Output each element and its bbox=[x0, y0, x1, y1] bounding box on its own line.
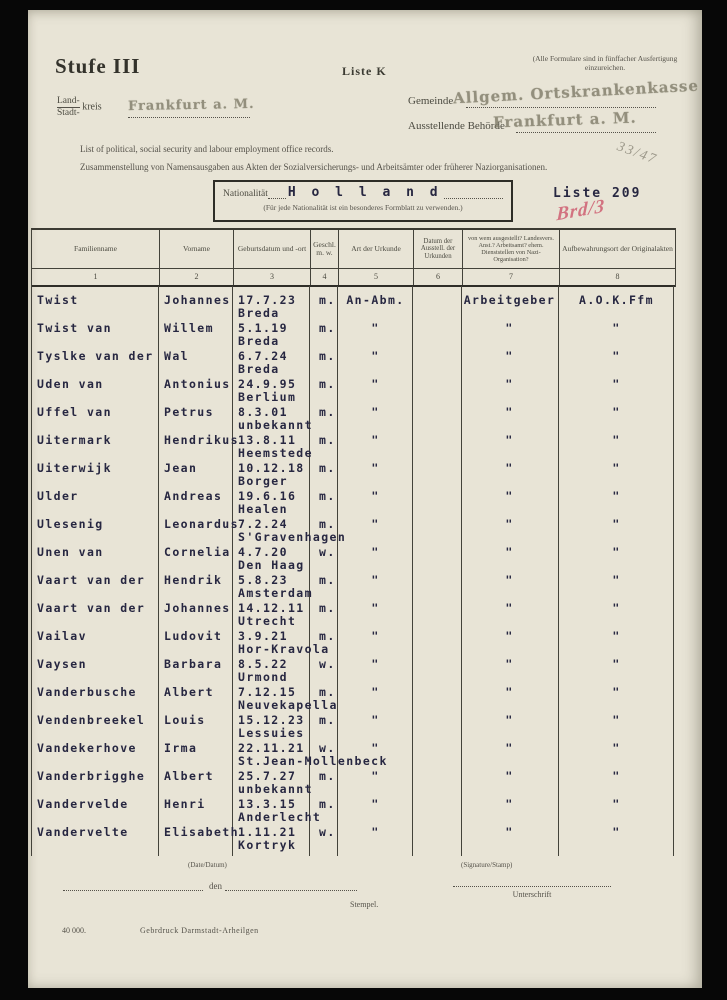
table-column-number bbox=[339, 269, 414, 285]
description-english: List of political, social security and labour employment office records. bbox=[80, 144, 334, 154]
cell-geburtsort: Berlium bbox=[238, 390, 297, 404]
document-page bbox=[28, 10, 702, 988]
cell-art-der-urkunde: " bbox=[371, 461, 380, 475]
cell-geburtsort: Utrecht bbox=[238, 614, 297, 628]
cell-art-der-urkunde: " bbox=[371, 433, 380, 447]
cell-vorname: Willem bbox=[164, 321, 214, 335]
den-label: den bbox=[209, 881, 222, 891]
cell-aufbewahrungsort: " bbox=[612, 741, 621, 755]
table-row bbox=[31, 320, 674, 348]
table-column-number bbox=[32, 269, 160, 285]
cell-geburtsdatum: 7.12.15 bbox=[238, 685, 297, 699]
table-row bbox=[31, 404, 674, 432]
cell-vorname: Leonardus bbox=[164, 517, 239, 531]
cell-geschlecht: m. bbox=[319, 349, 336, 363]
cell-geburtsort: Anderlecht bbox=[238, 810, 322, 824]
table-row bbox=[31, 292, 674, 320]
cell-art-der-urkunde: " bbox=[371, 713, 380, 727]
table-column-number bbox=[560, 269, 675, 285]
cell-aufbewahrungsort: " bbox=[612, 461, 621, 475]
gemeinde-label: Gemeinde bbox=[408, 95, 454, 107]
kreis-stamp: Frankfurt a. M. bbox=[127, 96, 255, 115]
cell-ausgestellt-von: " bbox=[505, 825, 514, 839]
gemeinde-stamp: Allgem. Ortskrankenkasse bbox=[452, 76, 700, 108]
column-label: Geschl. m. w. bbox=[313, 239, 336, 257]
column-label: Vorname bbox=[183, 243, 210, 253]
cell-ausgestellt-von: " bbox=[505, 517, 514, 531]
table-row bbox=[31, 684, 674, 712]
cell-familienname: Ulder bbox=[37, 489, 79, 503]
column-number-label: 4 bbox=[322, 272, 327, 281]
cell-art-der-urkunde: " bbox=[371, 797, 380, 811]
cell-art-der-urkunde: " bbox=[371, 377, 380, 391]
cell-geschlecht: w. bbox=[319, 741, 336, 755]
cell-geburtsdatum: 25.7.27 bbox=[238, 769, 297, 783]
column-label: Geburtsdatum und -ort bbox=[237, 243, 307, 253]
cell-ausgestellt-von: " bbox=[505, 545, 514, 559]
cell-geschlecht: m. bbox=[319, 797, 336, 811]
table-column-header bbox=[311, 230, 339, 268]
cell-familienname: Uffel van bbox=[37, 405, 112, 419]
cell-vorname: Petrus bbox=[164, 405, 214, 419]
cell-familienname: Uden van bbox=[37, 377, 104, 391]
cell-art-der-urkunde: " bbox=[371, 545, 380, 559]
cell-art-der-urkunde: " bbox=[371, 657, 380, 671]
cell-familienname: Ulesenig bbox=[37, 517, 104, 531]
nationality-value: H o l l a n d bbox=[287, 185, 442, 200]
cell-art-der-urkunde: " bbox=[371, 517, 380, 531]
column-label: Art der Urkunde bbox=[351, 243, 401, 253]
table-row bbox=[31, 768, 674, 796]
cell-geburtsdatum: 13.8.11 bbox=[238, 433, 297, 447]
column-number-label: 6 bbox=[436, 272, 440, 281]
stempel-label: Stempel. bbox=[350, 900, 379, 909]
nationality-dots-left bbox=[268, 187, 286, 199]
cell-geschlecht: m. bbox=[319, 629, 336, 643]
nationality-row bbox=[223, 186, 503, 199]
form-stage-title: Stufe III bbox=[55, 54, 141, 78]
cell-aufbewahrungsort: " bbox=[612, 517, 621, 531]
cell-geschlecht: m. bbox=[319, 769, 336, 783]
cell-geburtsdatum: 1.11.21 bbox=[238, 825, 297, 839]
cell-geburtsdatum: 4.7.20 bbox=[238, 545, 288, 559]
table-column-header bbox=[560, 230, 675, 268]
nationality-dots-right bbox=[444, 187, 503, 199]
cell-geburtsdatum: 24.9.95 bbox=[238, 377, 297, 391]
form-list-title: Liste K bbox=[342, 64, 387, 78]
table-row bbox=[31, 348, 674, 376]
cell-geburtsort: Neuvekapella bbox=[238, 698, 338, 712]
cell-ausgestellt-von: Arbeitgeber bbox=[463, 293, 556, 307]
cell-art-der-urkunde: " bbox=[371, 629, 380, 643]
cell-ausgestellt-von: " bbox=[505, 797, 514, 811]
cell-art-der-urkunde: " bbox=[371, 741, 380, 755]
column-number-label: 3 bbox=[270, 272, 274, 281]
cell-geburtsort: Hor-Kravola bbox=[238, 642, 330, 656]
cell-geburtsdatum: 7.2.24 bbox=[238, 517, 288, 531]
cell-aufbewahrungsort: " bbox=[612, 769, 621, 783]
cell-vorname: Albert bbox=[164, 685, 214, 699]
cell-art-der-urkunde: " bbox=[371, 685, 380, 699]
cell-geburtsdatum: 5.1.19 bbox=[238, 321, 288, 335]
cell-art-der-urkunde: " bbox=[371, 405, 380, 419]
cell-geschlecht: m. bbox=[319, 433, 336, 447]
cell-geburtsdatum: 15.12.23 bbox=[238, 713, 305, 727]
stadt-label: Stadt- bbox=[57, 108, 80, 118]
table-row bbox=[31, 600, 674, 628]
cell-vorname: Louis bbox=[164, 713, 206, 727]
table-row bbox=[31, 824, 674, 852]
column-label: Datum der Ausstell. der Urkunden bbox=[420, 237, 456, 260]
cell-familienname: Uitermark bbox=[37, 433, 112, 447]
land-stadt-fraction bbox=[57, 96, 80, 118]
cell-geburtsort: Kortryk bbox=[238, 838, 297, 852]
cell-aufbewahrungsort: A.O.K.Ffm bbox=[579, 293, 654, 307]
column-number-label: 5 bbox=[374, 272, 378, 281]
nationality-note: (Für jede Nationalität ist ein besonderes Formblatt zu verwenden.) bbox=[263, 203, 463, 212]
cell-vorname: Wal bbox=[164, 349, 189, 363]
table-column-number bbox=[234, 269, 311, 285]
description-german: Zusammenstellung von Namensausgaben aus Akten der Sozialversicherungs- und Arbeitsämter oder früherer Naziorganisationen. bbox=[80, 162, 548, 172]
cell-art-der-urkunde: " bbox=[371, 349, 380, 363]
copies-note: (Alle Formulare sind in fünffacher Ausfertigung einzureichen. bbox=[532, 54, 678, 72]
cell-familienname: Tyslke van der bbox=[37, 349, 154, 363]
cell-vorname: Johannes bbox=[164, 293, 231, 307]
table-column-header bbox=[160, 230, 234, 268]
cell-geschlecht: w. bbox=[319, 657, 336, 671]
cell-geburtsort: unbekannt bbox=[238, 782, 313, 796]
table-row bbox=[31, 432, 674, 460]
date-dotted-line-right bbox=[225, 878, 357, 891]
cell-ausgestellt-von: " bbox=[505, 489, 514, 503]
cell-geschlecht: m. bbox=[319, 377, 336, 391]
cell-ausgestellt-von: " bbox=[505, 741, 514, 755]
cell-aufbewahrungsort: " bbox=[612, 321, 621, 335]
cell-geburtsdatum: 19.6.16 bbox=[238, 489, 297, 503]
cell-geburtsort: unbekannt bbox=[238, 418, 313, 432]
date-caption: (Date/Datum) bbox=[188, 861, 227, 869]
table-header-labels bbox=[32, 230, 675, 269]
cell-vorname: Henri bbox=[164, 797, 206, 811]
cell-vorname: Irma bbox=[164, 741, 198, 755]
cell-aufbewahrungsort: " bbox=[612, 349, 621, 363]
cell-vorname: Antonius bbox=[164, 377, 231, 391]
table-column-number bbox=[463, 269, 560, 285]
table-column-header bbox=[463, 230, 560, 268]
table-column-number bbox=[414, 269, 463, 285]
cell-geburtsort: St.Jean-Mollenbeck bbox=[238, 754, 388, 768]
cell-geburtsort: Breda bbox=[238, 306, 280, 320]
cell-geburtsort: Urmond bbox=[238, 670, 288, 684]
cell-geburtsdatum: 22.11.21 bbox=[238, 741, 305, 755]
table-rows bbox=[31, 292, 674, 852]
cell-vorname: Cornelia bbox=[164, 545, 231, 559]
cell-ausgestellt-von: " bbox=[505, 461, 514, 475]
table-column-header bbox=[32, 230, 160, 268]
signature-dotted-line bbox=[453, 874, 611, 887]
behoerde-label: Ausstellende Behörde bbox=[408, 120, 505, 132]
table-column-number bbox=[311, 269, 339, 285]
cell-geburtsort: Borger bbox=[238, 474, 288, 488]
table-row bbox=[31, 712, 674, 740]
table-row bbox=[31, 544, 674, 572]
cell-ausgestellt-von: " bbox=[505, 713, 514, 727]
table-row bbox=[31, 628, 674, 656]
cell-aufbewahrungsort: " bbox=[612, 713, 621, 727]
cell-art-der-urkunde: " bbox=[371, 769, 380, 783]
cell-familienname: Vaart van der bbox=[37, 573, 146, 587]
signature-caption: (Signature/Stamp) bbox=[461, 861, 513, 869]
cell-ausgestellt-von: " bbox=[505, 629, 514, 643]
cell-ausgestellt-von: " bbox=[505, 685, 514, 699]
cell-familienname: Unen van bbox=[37, 545, 104, 559]
cell-aufbewahrungsort: " bbox=[612, 797, 621, 811]
cell-geschlecht: m. bbox=[319, 461, 336, 475]
cell-aufbewahrungsort: " bbox=[612, 573, 621, 587]
cell-aufbewahrungsort: " bbox=[612, 685, 621, 699]
cell-geburtsort: Breda bbox=[238, 362, 280, 376]
cell-geburtsdatum: 14.12.11 bbox=[238, 601, 305, 615]
print-run: 40 000. bbox=[62, 926, 86, 935]
cell-geschlecht: m. bbox=[319, 685, 336, 699]
cell-geburtsdatum: 13.3.15 bbox=[238, 797, 297, 811]
cell-geburtsdatum: 6.7.24 bbox=[238, 349, 288, 363]
cell-familienname: Vaysen bbox=[37, 657, 87, 671]
table-column-number bbox=[160, 269, 234, 285]
cell-vorname: Barbara bbox=[164, 657, 223, 671]
table-header bbox=[31, 228, 676, 287]
table-row bbox=[31, 796, 674, 824]
cell-aufbewahrungsort: " bbox=[612, 545, 621, 559]
table-row bbox=[31, 572, 674, 600]
cell-geburtsdatum: 8.5.22 bbox=[238, 657, 288, 671]
cell-geburtsdatum: 17.7.23 bbox=[238, 293, 297, 307]
cell-geschlecht: m. bbox=[319, 517, 336, 531]
cell-geschlecht: m. bbox=[319, 321, 336, 335]
column-number-label: 8 bbox=[615, 272, 620, 281]
cell-geburtsdatum: 5.8.23 bbox=[238, 573, 288, 587]
cell-vorname: Albert bbox=[164, 769, 214, 783]
cell-ausgestellt-von: " bbox=[505, 657, 514, 671]
cell-familienname: Vailav bbox=[37, 629, 87, 643]
cell-art-der-urkunde: An-Abm. bbox=[346, 293, 405, 307]
column-label: Aufbewahrungsort der Originalakten bbox=[562, 243, 673, 253]
cell-vorname: Jean bbox=[164, 461, 198, 475]
table-row bbox=[31, 516, 674, 544]
cell-art-der-urkunde: " bbox=[371, 601, 380, 615]
table-body bbox=[31, 286, 674, 862]
list-number: Liste 209 bbox=[553, 186, 642, 201]
cell-familienname: Vandervelte bbox=[37, 825, 129, 839]
cell-geschlecht: m. bbox=[319, 713, 336, 727]
cell-aufbewahrungsort: " bbox=[612, 657, 621, 671]
cell-geschlecht: m. bbox=[319, 405, 336, 419]
table-column-header bbox=[414, 230, 463, 268]
table-row bbox=[31, 740, 674, 768]
cell-art-der-urkunde: " bbox=[371, 321, 380, 335]
cell-familienname: Vendenbreekel bbox=[37, 713, 146, 727]
cell-familienname: Vanderbusche bbox=[37, 685, 137, 699]
cell-familienname: Vandervelde bbox=[37, 797, 129, 811]
cell-geburtsort: Breda bbox=[238, 334, 280, 348]
cell-geschlecht: m. bbox=[319, 601, 336, 615]
cell-ausgestellt-von: " bbox=[505, 433, 514, 447]
cell-art-der-urkunde: " bbox=[371, 825, 380, 839]
cell-ausgestellt-von: " bbox=[505, 601, 514, 615]
cell-vorname: Hendrikus bbox=[164, 433, 239, 447]
table-row bbox=[31, 656, 674, 684]
red-handwritten-mark: Brd/3 bbox=[556, 195, 606, 226]
kreis-label: kreis bbox=[82, 101, 102, 113]
cell-vorname: Hendrik bbox=[164, 573, 223, 587]
cell-geschlecht: m. bbox=[319, 293, 336, 307]
cell-vorname: Andreas bbox=[164, 489, 223, 503]
kreis-field bbox=[57, 96, 102, 118]
nationality-label: Nationalität bbox=[223, 189, 268, 199]
cell-geburtsort: Den Haag bbox=[238, 558, 305, 572]
cell-ausgestellt-von: " bbox=[505, 377, 514, 391]
table-column-header bbox=[234, 230, 311, 268]
table-row bbox=[31, 460, 674, 488]
cell-vorname: Elisabeth bbox=[164, 825, 239, 839]
cell-ausgestellt-von: " bbox=[505, 405, 514, 419]
cell-familienname: Twist bbox=[37, 293, 79, 307]
column-number-label: 1 bbox=[93, 272, 98, 281]
nationality-box bbox=[213, 180, 513, 222]
printer-imprint: Gebrdruck Darmstadt-Arheilgen bbox=[140, 926, 259, 935]
cell-aufbewahrungsort: " bbox=[612, 405, 621, 419]
pencil-annotation: 33/47 bbox=[614, 139, 660, 168]
cell-art-der-urkunde: " bbox=[371, 489, 380, 503]
cell-geburtsort: S'Gravenhagen bbox=[238, 530, 347, 544]
cell-geburtsdatum: 8.3.01 bbox=[238, 405, 288, 419]
cell-ausgestellt-von: " bbox=[505, 769, 514, 783]
column-label: Familienname bbox=[74, 243, 117, 253]
behoerde-stamp: Frankfurt a. M. bbox=[492, 108, 637, 132]
cell-geschlecht: w. bbox=[319, 825, 336, 839]
cell-vorname: Ludovit bbox=[164, 629, 223, 643]
cell-ausgestellt-von: " bbox=[505, 349, 514, 363]
cell-geburtsdatum: 10.12.18 bbox=[238, 461, 305, 475]
cell-geschlecht: m. bbox=[319, 573, 336, 587]
cell-aufbewahrungsort: " bbox=[612, 601, 621, 615]
cell-geburtsort: Amsterdam bbox=[238, 586, 313, 600]
land-label: Land- bbox=[57, 96, 80, 106]
table-column-header bbox=[339, 230, 414, 268]
cell-geburtsdatum: 3.9.21 bbox=[238, 629, 288, 643]
cell-geburtsort: Heemstede bbox=[238, 446, 313, 460]
cell-geburtsort: Lessuies bbox=[238, 726, 305, 740]
cell-aufbewahrungsort: " bbox=[612, 433, 621, 447]
column-number-label: 2 bbox=[194, 272, 199, 281]
column-number-label: 7 bbox=[509, 272, 513, 281]
table-header-numbers bbox=[32, 269, 675, 287]
cell-familienname: Vaart van der bbox=[37, 601, 146, 615]
cell-aufbewahrungsort: " bbox=[612, 489, 621, 503]
cell-geschlecht: m. bbox=[319, 489, 336, 503]
unterschrift-label: Unterschrift bbox=[512, 890, 552, 899]
column-label: von wem ausgestellt? Landesvers. Anst.? Arbeitsamt? ehem. Dienststellen von Nazi-Organisation? bbox=[467, 234, 555, 264]
cell-familienname: Vanderbrigghe bbox=[37, 769, 146, 783]
date-dotted-line-left bbox=[63, 878, 203, 891]
table-row bbox=[31, 488, 674, 516]
cell-geschlecht: w. bbox=[319, 545, 336, 559]
cell-ausgestellt-von: " bbox=[505, 321, 514, 335]
cell-familienname: Uiterwijk bbox=[37, 461, 112, 475]
cell-aufbewahrungsort: " bbox=[612, 629, 621, 643]
cell-aufbewahrungsort: " bbox=[612, 377, 621, 391]
cell-aufbewahrungsort: " bbox=[612, 825, 621, 839]
cell-familienname: Vandekerhove bbox=[37, 741, 137, 755]
table-row bbox=[31, 376, 674, 404]
cell-ausgestellt-von: " bbox=[505, 573, 514, 587]
cell-familienname: Twist van bbox=[37, 321, 112, 335]
cell-geburtsort: Healen bbox=[238, 502, 288, 516]
cell-vorname: Johannes bbox=[164, 601, 231, 615]
cell-art-der-urkunde: " bbox=[371, 573, 380, 587]
